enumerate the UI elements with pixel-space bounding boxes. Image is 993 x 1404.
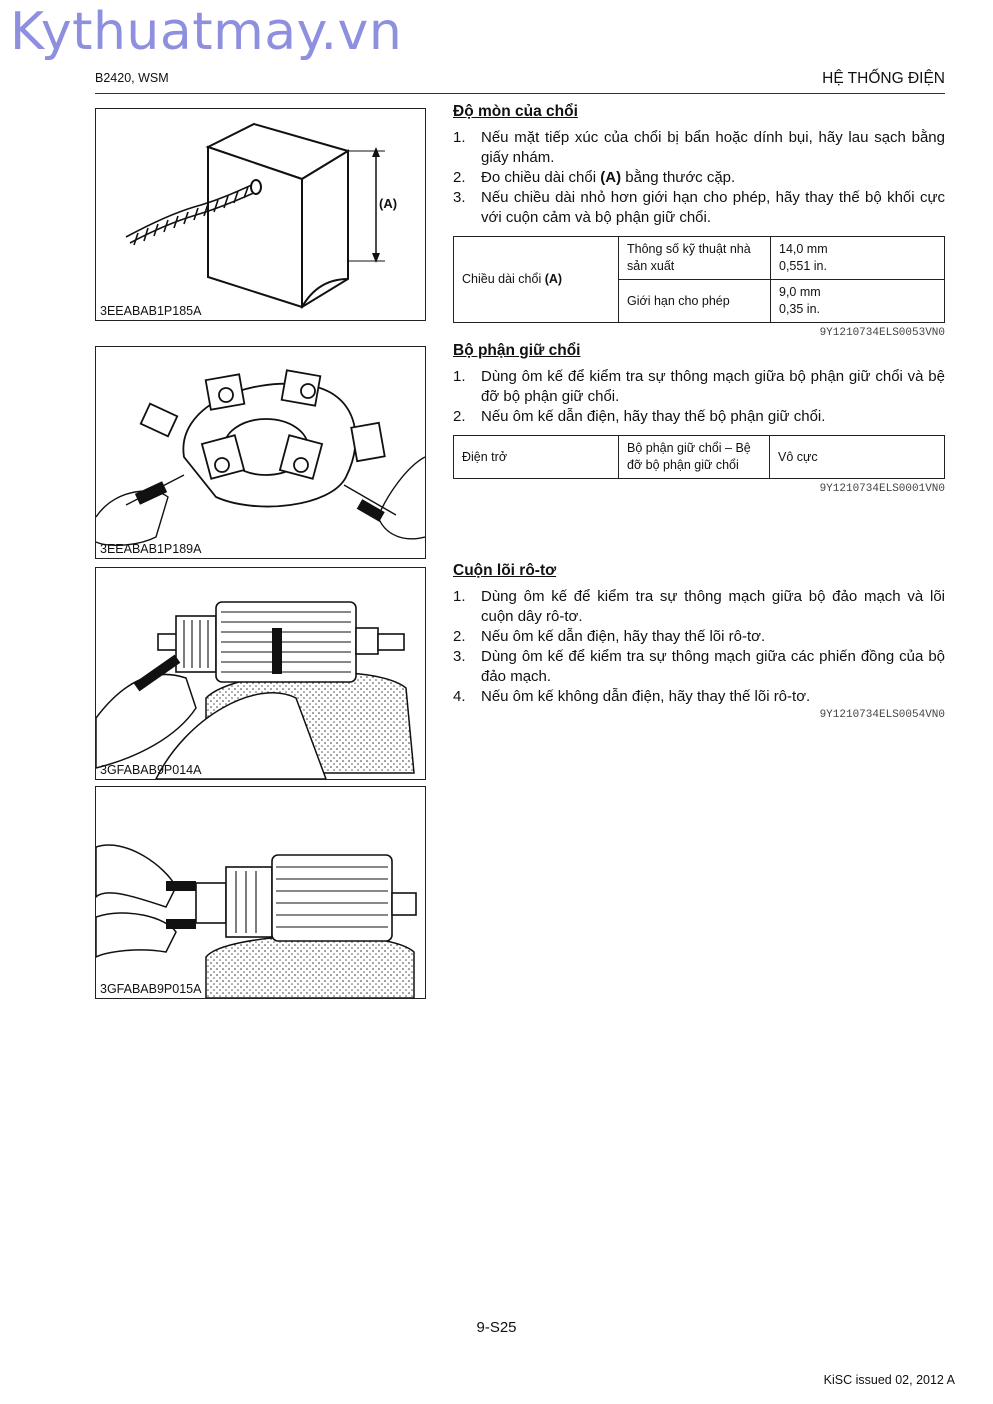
reference-code: 9Y1210734ELS0053VN0 <box>819 327 945 339</box>
section-brush-wear <box>453 103 945 339</box>
list-item: 1. Nếu mặt tiếp xúc của chổi bị bẩn hoặc dính bụi, hãy lau sạch bằng giấy nhám. <box>453 129 945 166</box>
section-brush-holder <box>453 342 945 495</box>
brush-illustration <box>96 109 425 320</box>
figure-armature-coil <box>95 567 426 780</box>
steps-list <box>453 367 945 427</box>
commutator-illustration <box>96 787 425 998</box>
table-cell-name: Thông số kỹ thuật nhà sản xuất <box>619 237 771 280</box>
list-item: 1. Dùng ôm kế để kiểm tra sự thông mạch giữa bộ phận giữ chổi và bệ đỡ bộ phận giữ chổi. <box>453 368 945 405</box>
spec-table-resistance <box>453 435 945 479</box>
list-item: 2. Nếu ôm kế dẫn điện, hãy thay thế bộ phận giữ chổi. <box>453 408 826 425</box>
section-title: Bộ phận giữ chổi <box>453 342 581 359</box>
table-cell-name: Bộ phận giữ chổi – Bệ đỡ bộ phận giữ chổi <box>619 436 770 479</box>
figure-caption: 3EEABAB1P189A <box>100 542 202 556</box>
section-heading: HỆ THỐNG ĐIỆN <box>822 70 945 87</box>
reference-code: 9Y1210734ELS0001VN0 <box>819 483 945 495</box>
issue-note: KiSC issued 02, 2012 A <box>823 1373 955 1387</box>
figure-caption: 3GFABAB9P014A <box>100 763 202 777</box>
page-number: 9-S25 <box>476 1319 517 1336</box>
table-cell-value: Vô cực <box>770 436 945 479</box>
manual-model: B2420, WSM <box>95 71 169 85</box>
list-item: 4. Nếu ôm kế không dẫn điện, hãy thay thế lõi rô-tơ. <box>453 688 811 705</box>
watermark-logo: Kythuatmay.vn <box>10 2 403 62</box>
table-cell-label: Điện trở <box>454 436 619 479</box>
list-item: 2. Đo chiều dài chổi (A) bằng thước cặp. <box>453 169 736 186</box>
list-item: 2. Nếu ôm kế dẫn điện, hãy thay thế lõi rô-tơ. <box>453 628 766 645</box>
table-cell-name: Giới hạn cho phép <box>619 280 771 323</box>
reference-code: 9Y1210734ELS0054VN0 <box>819 709 945 721</box>
table-row-label: Chiều dài chổi (A) <box>454 237 619 323</box>
figure-brush-length <box>95 108 426 321</box>
section-title: Độ mòn của chổi <box>453 103 578 120</box>
steps-list <box>453 587 945 707</box>
figure-caption: 3GFABAB9P015A <box>100 982 202 996</box>
figure-brush-holder <box>95 346 426 559</box>
steps-list <box>453 128 945 228</box>
list-item: 1. Dùng ôm kế để kiểm tra sự thông mạch giữa bộ đảo mạch và lõi cuộn dây rô-tơ. <box>453 588 945 625</box>
table-cell-value: 14,0 mm 0,551 in. <box>771 237 945 280</box>
header-divider <box>95 93 945 94</box>
spec-table-brush-length <box>453 236 945 323</box>
section-title: Cuộn lõi rô-tơ <box>453 562 557 579</box>
armature-illustration <box>96 568 425 779</box>
list-item: 3. Dùng ôm kế để kiểm tra sự thông mạch giữa các phiến đồng của bộ đảo mạch. <box>453 648 945 685</box>
figure-caption: 3EEABAB1P185A <box>100 304 202 318</box>
section-armature-coil <box>453 562 945 721</box>
list-item: 3. Nếu chiều dài nhỏ hơn giới hạn cho phép, hãy thay thế bộ khối cực với cuộn cảm và bộ phận giữ chổi. <box>453 189 945 226</box>
figure-commutator <box>95 786 426 999</box>
table-cell-value: 9,0 mm 0,35 in. <box>771 280 945 323</box>
dimension-label-a: (A) <box>379 196 398 211</box>
brush-holder-illustration <box>96 347 425 558</box>
